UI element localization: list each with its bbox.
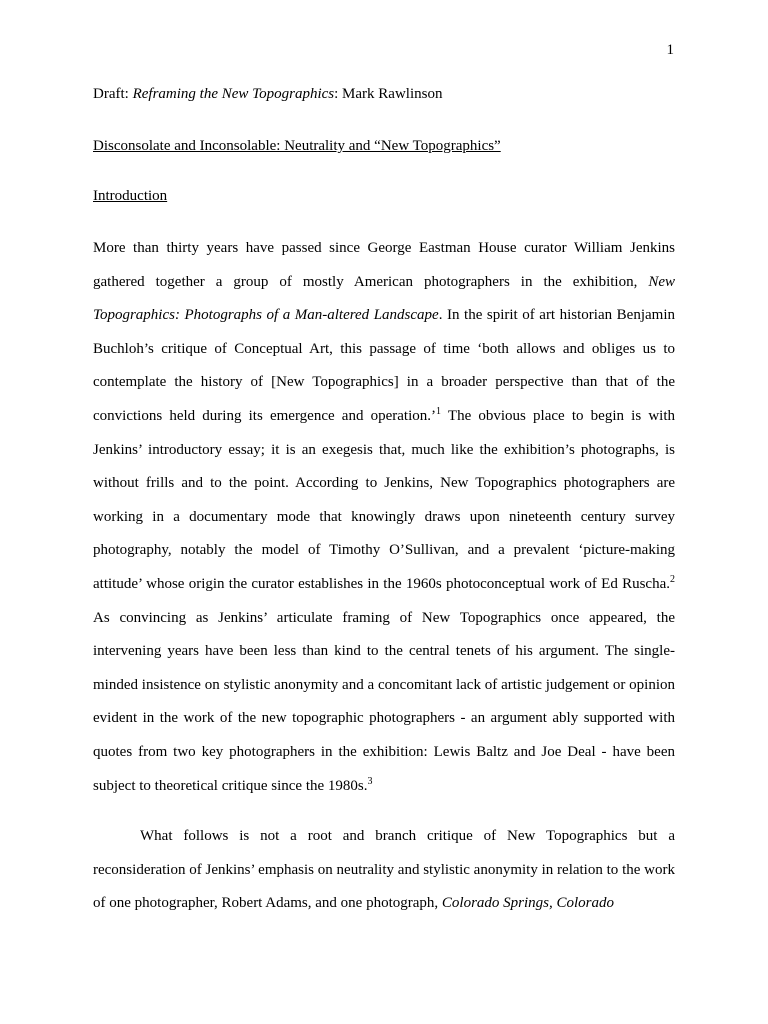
chapter-title: Disconsolate and Inconsolable: Neutrality and “New Topographics” — [93, 138, 501, 154]
paragraph-1-text-d: As convincing as Jenkins’ articulate framing of New Topographics once appeared, the intervening years have been less than kind to the central tenets of his argument. The single-minded insistence on stylistic anonymity and a concomitant lack of artistic judgement or opinion evident in the work of the new topographic photographers - an argument ably supported with quotes from two key photographers in the exhibition: Lewis Baltz and Joe Deal - have been subject to theoretical critique since the 1980s. — [93, 609, 675, 794]
draft-author: : Mark Rawlinson — [334, 86, 443, 102]
page-number: 1 — [666, 42, 674, 58]
paragraph-1-text-b: . In the spirit of art historian Benjamin Buchloh’s critique of Conceptual Art, this passage of time ‘both allows and obliges us to contemplate the history of [New Topographics] in a broader perspective than that of the convictions held during its emergence and operation.’ — [93, 307, 675, 424]
book-title: Reframing the New Topographics — [132, 86, 335, 102]
exhibition-title: New Topographics: Photographs of a Man-altered Landscape — [93, 273, 675, 324]
paragraph-2 — [93, 820, 675, 921]
footnote-ref-2[interactable]: 2 — [670, 573, 675, 585]
footnote-ref-1[interactable]: 1 — [436, 405, 442, 417]
draft-prefix: Draft: — [93, 86, 133, 102]
draft-line — [93, 86, 442, 103]
paragraph-1-text-c: The obvious place to begin is with Jenkins’ introductory essay; it is an exegesis that, much like the exhibition’s photographs, is without frills and to the point. According to Jenkins, New Topographics photographers are working in a documentary mode that knowingly draws upon nineteenth century survey photography, notably the model of Timothy O’Sullivan, and a prevalent ‘picture-making attitude’ whose origin the curator establishes in the 1960s photoconceptual work of Ed Ruscha. — [93, 407, 675, 592]
section-heading: Introduction — [93, 188, 168, 204]
photograph-title: Colorado Springs, Colorado — [441, 895, 615, 912]
paragraph-2-text: What follows is not a root and branch critique of New Topographics but a reconsideration of Jenkins’ emphasis on neutrality and stylistic anonymity in relation to the work of one photographer, Robert Adams, and one photograph, — [93, 828, 675, 912]
paragraph-1 — [93, 232, 675, 803]
footnote-ref-3[interactable]: 3 — [367, 775, 373, 787]
paragraph-1-text-a: More than thirty years have passed since George Eastman House curator William Jenkins gathered together a group of mostly American photographers in the exhibition, — [93, 240, 675, 290]
